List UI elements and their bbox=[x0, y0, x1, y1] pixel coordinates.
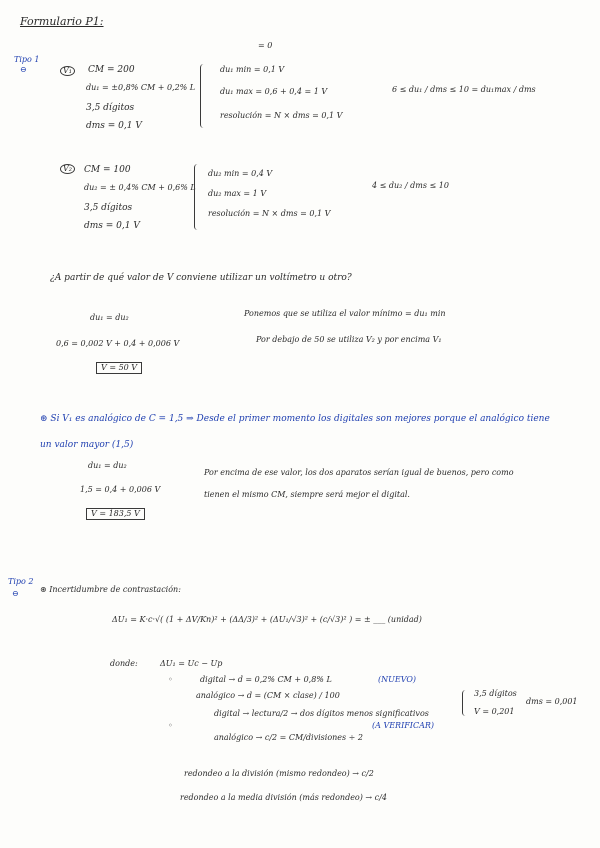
v1-line-digits: 3,5 dígitos bbox=[86, 103, 135, 113]
v2-brace bbox=[194, 164, 201, 230]
uncertainty-formula: ΔU₁ = K·c·√( (1 + ΔV/Kn)² + (ΔΔ/3)² + (ΔU₁/√3)² + (c/√3)² ) = ± ___ (unidad) bbox=[112, 615, 422, 624]
v2-line-cm: CM = 100 bbox=[84, 165, 131, 175]
tipo2-label: Tipo 2 bbox=[8, 577, 34, 586]
analog-explanation: Por encima de ese valor, los dos aparatos serían igual de buenos, pero como tienen el mismo CM, siempre será mejor el digital. bbox=[204, 468, 514, 499]
donde-item-2-digital: digital → d = 0,2% CM + 0,8% L bbox=[200, 675, 332, 684]
tipo1-label: Tipo 1 bbox=[14, 55, 40, 64]
v1-line-du: du₁ = ±0,8% CM + 0,2% L bbox=[86, 83, 196, 92]
v1-brace bbox=[200, 64, 207, 128]
v1-brace-res: resolución = N × dms = 0,1 V bbox=[220, 111, 343, 120]
donde-item-3-analog: analógico → c/2 = CM/divisiones ÷ 2 bbox=[214, 733, 364, 742]
result-box-2: V = 183,5 V bbox=[86, 508, 145, 520]
eq2: 0,6 = 0,002 V + 0,4 + 0,006 V bbox=[56, 339, 180, 348]
eq2-note: Por debajo de 50 se utiliza V₂ y por encima V₁ bbox=[256, 335, 442, 344]
donde-item-3-digital: digital → lectura/2 → dos dígitos menos significativos bbox=[214, 709, 429, 718]
side-brace bbox=[462, 690, 469, 716]
v1-brace-min: du₁ min = 0,1 V bbox=[220, 65, 285, 74]
bullet-1: ◦ bbox=[168, 675, 173, 684]
v1-brace-max: du₁ max = 0,6 + 0,4 = 1 V bbox=[220, 87, 328, 96]
v2-brace-min: du₂ min = 0,4 V bbox=[208, 169, 273, 178]
side-dms: dms = 0,001 bbox=[526, 697, 578, 706]
v1-id: V₁ bbox=[60, 66, 75, 76]
page-title: Formulario P1: bbox=[20, 15, 104, 28]
donde-item-2-analog: analógico → d = (CM × clase) / 100 bbox=[196, 691, 340, 700]
v2-brace-max: du₂ max = 1 V bbox=[208, 189, 267, 198]
round-2: redondeo a la media división (más redondeo) → c/4 bbox=[180, 793, 387, 802]
eq3: du₁ = du₂ bbox=[88, 461, 127, 470]
v1-line-cm: CM = 200 bbox=[88, 65, 135, 75]
side-digits: 3,5 dígitos bbox=[474, 689, 517, 698]
tipo2-heading: ⊛ Incertidumbre de contrastación: bbox=[40, 585, 181, 594]
eq1-note: Ponemos que se utiliza el valor mínimo = du₁ min bbox=[244, 309, 446, 318]
result-box-1: V = 50 V bbox=[96, 362, 142, 374]
v2-brace-res: resolución = N × dms = 0,1 V bbox=[208, 209, 331, 218]
v2-line-du: du₂ = ± 0,4% CM + 0,6% L bbox=[84, 183, 196, 192]
question: ¿A partir de qué valor de V conviene utilizar un voltímetro u otro? bbox=[50, 273, 352, 283]
eq4: 1,5 = 0,4 + 0,006 V bbox=[80, 485, 161, 494]
tipo1-mark: ⊖ bbox=[20, 65, 27, 74]
bullet-2: ◦ bbox=[168, 721, 173, 730]
v2-cond: 4 ≤ du₂ / dms ≤ 10 bbox=[372, 181, 449, 190]
tag-nuevo: (NUEVO) bbox=[378, 675, 417, 684]
donde-item-1: ΔU₁ = Uc − Up bbox=[160, 659, 223, 668]
v1-zero-note: = 0 bbox=[258, 41, 273, 50]
v2-line-dms: dms = 0,1 V bbox=[84, 221, 140, 231]
v1-line-dms: dms = 0,1 V bbox=[86, 121, 142, 131]
side-v: V = 0,201 bbox=[474, 707, 515, 716]
v2-id: V₂ bbox=[60, 164, 75, 174]
tag-verificar: (A VERIFICAR) bbox=[372, 721, 434, 730]
v2-line-digits: 3,5 dígitos bbox=[84, 203, 133, 213]
analog-note: ⊛ Si V₁ es analógico de C = 1,5 ⇒ Desde el primer momento los digitales son mejores porque el analógico tiene un valor mayor (1,5) bbox=[40, 414, 550, 450]
v1-cond: 6 ≤ du₁ / dms ≤ 10 = du₁max / dms bbox=[392, 85, 536, 94]
tipo2-mark: ⊖ bbox=[12, 589, 19, 598]
donde-label: donde: bbox=[110, 659, 138, 668]
round-1: redondeo a la división (mismo redondeo) → c/2 bbox=[184, 769, 374, 778]
eq1: du₁ = du₂ bbox=[90, 313, 129, 322]
